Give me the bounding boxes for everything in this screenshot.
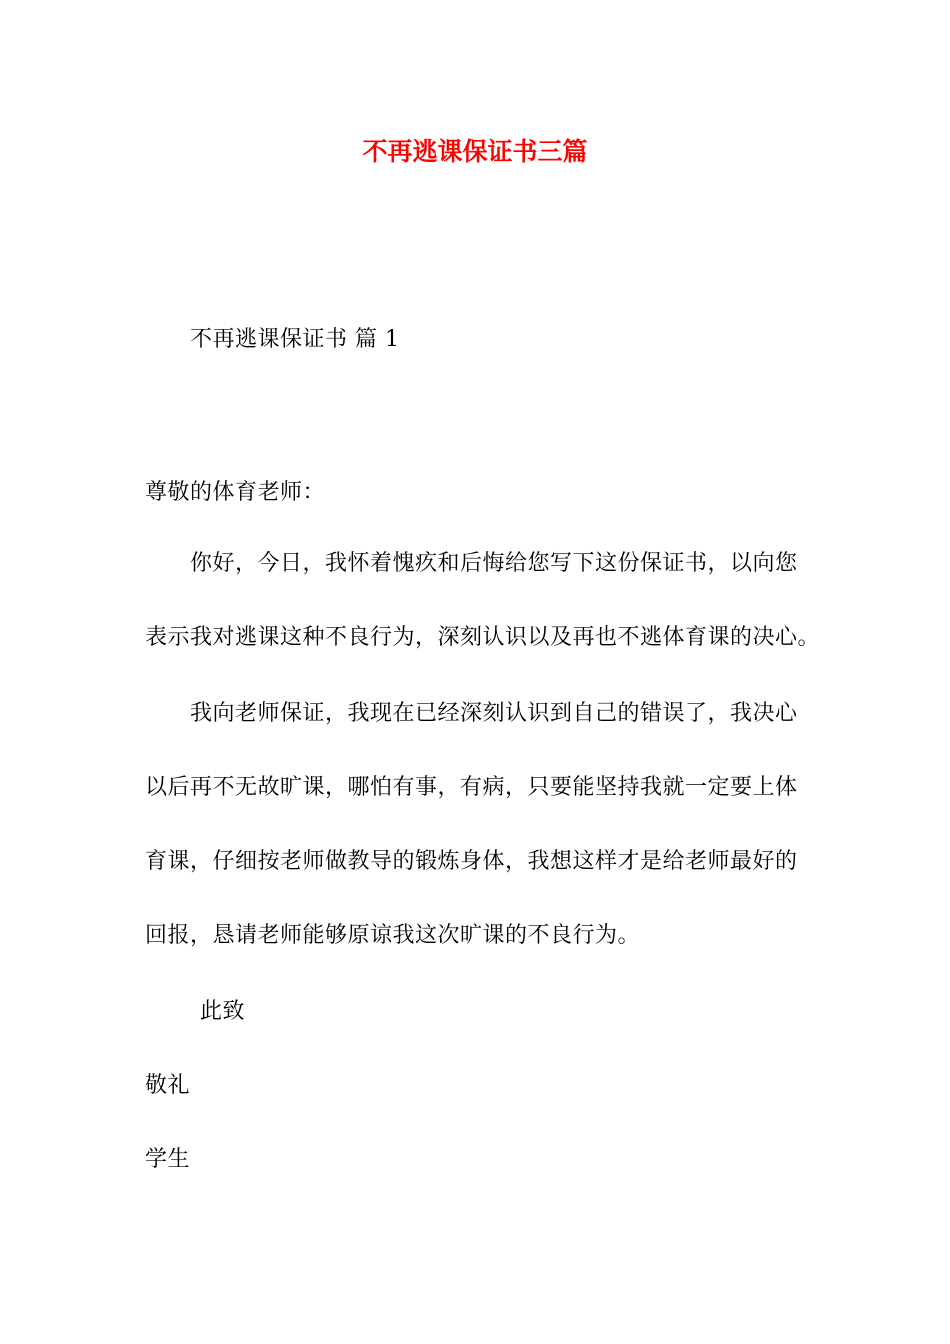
regards-text: 敬礼	[145, 1073, 191, 1098]
paragraph2-line1: 我向老师保证，我现在已经深刻认识到自己的错误了，我决心	[190, 701, 798, 726]
paragraph1-line1: 你好，今日，我怀着愧疚和后悔给您写下这份保证书，以向您	[190, 551, 798, 576]
signature-text: 学生	[145, 1147, 191, 1172]
document-title: 不再逃课保证书三篇	[362, 137, 588, 166]
section-heading: 不再逃课保证书 篇 1	[190, 327, 400, 352]
salutation: 尊敬的体育老师：	[145, 480, 326, 505]
closing-text: 此致	[200, 999, 246, 1024]
paragraph2-line2: 以后再不无故旷课，哪怕有事，有病，只要能坚持我就一定要上体	[145, 775, 798, 800]
paragraph1-line2: 表示我对逃课这种不良行为，深刻认识以及再也不逃体育课的决心。	[145, 625, 821, 650]
paragraph2-line3: 育课，仔细按老师做教导的锻炼身体，我想这样才是给老师最好的	[145, 849, 798, 874]
paragraph2-line4: 回报，恳请老师能够原谅我这次旷课的不良行为。	[145, 923, 641, 948]
